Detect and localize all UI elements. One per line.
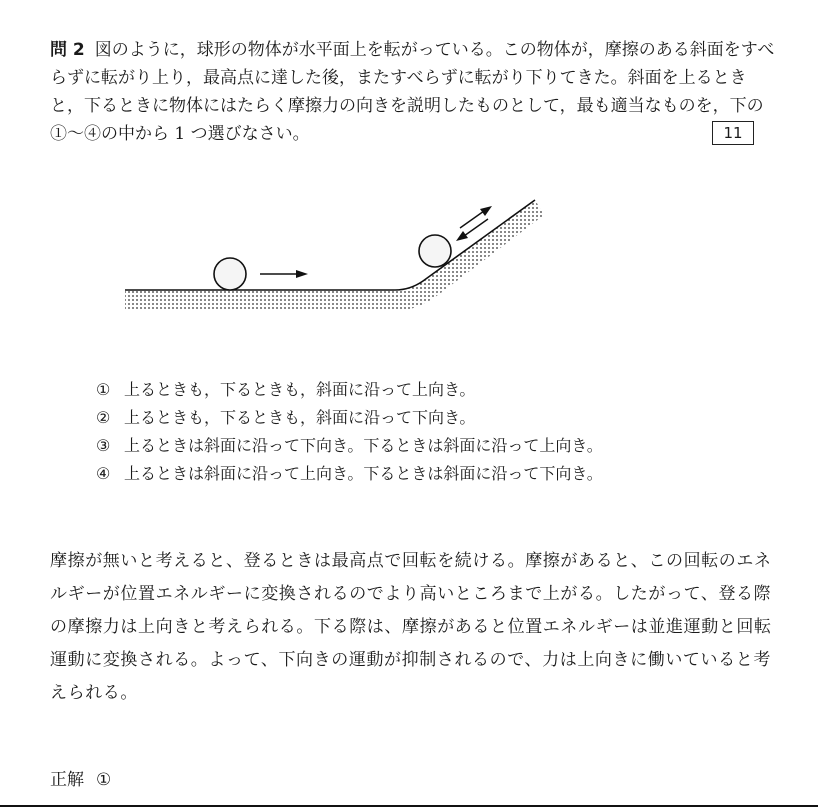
option-4: ④ 上るときは斜面に沿って上向き。下るときは斜面に沿って下向き。	[96, 464, 603, 483]
incline-figure	[120, 195, 560, 324]
option-1: ① 上るときも，下るときも，斜面に沿って上向き。	[96, 380, 476, 399]
ball-on-floor	[214, 258, 246, 290]
correct-value: ①	[96, 770, 112, 790]
correct-label: 正解	[50, 770, 84, 790]
question-label: 問 2	[50, 40, 85, 60]
ground-surface	[125, 200, 544, 311]
ground-line	[125, 200, 535, 290]
motion-arrow-icon	[260, 270, 308, 278]
incline-diagram	[120, 195, 560, 320]
options-list	[96, 376, 603, 488]
correct-answer	[50, 765, 123, 790]
option-3: ③ 上るときは斜面に沿って下向き。下るときは斜面に沿って上向き。	[96, 436, 603, 455]
bottom-divider	[0, 805, 818, 807]
ball-on-slope	[419, 235, 451, 267]
answer-number-box: 11	[712, 121, 754, 145]
question-text	[50, 36, 780, 148]
option-2: ② 上るときも，下るときも，斜面に沿って下向き。	[96, 408, 476, 427]
question-body: 図のように，球形の物体が水平面上を転がっている。この物体が，摩擦のある斜面をすべらずに転がり上り，最高点に達した後，またすべらずに転がり下りてきた。斜面を上るときと，下るときに物体にはたらく摩擦力の向きを説明したものとして，最も適当なものを，下の①〜④の中から 1 つ選びなさい。	[50, 40, 775, 144]
explanation-text: 摩擦が無いと考えると、登るときは最高点で回転を続ける。摩擦があると、この回転のエネルギーが位置エネルギーに変換されるのでより高いところまで上がる。したがって、登る際の摩擦力は上向きと考えられる。下る際は、摩擦があると位置エネルギーは並進運動と回転運動に変換される。よって、下向きの運動が抑制されるので、力は上向きに働いていると考えられる。	[50, 551, 772, 703]
